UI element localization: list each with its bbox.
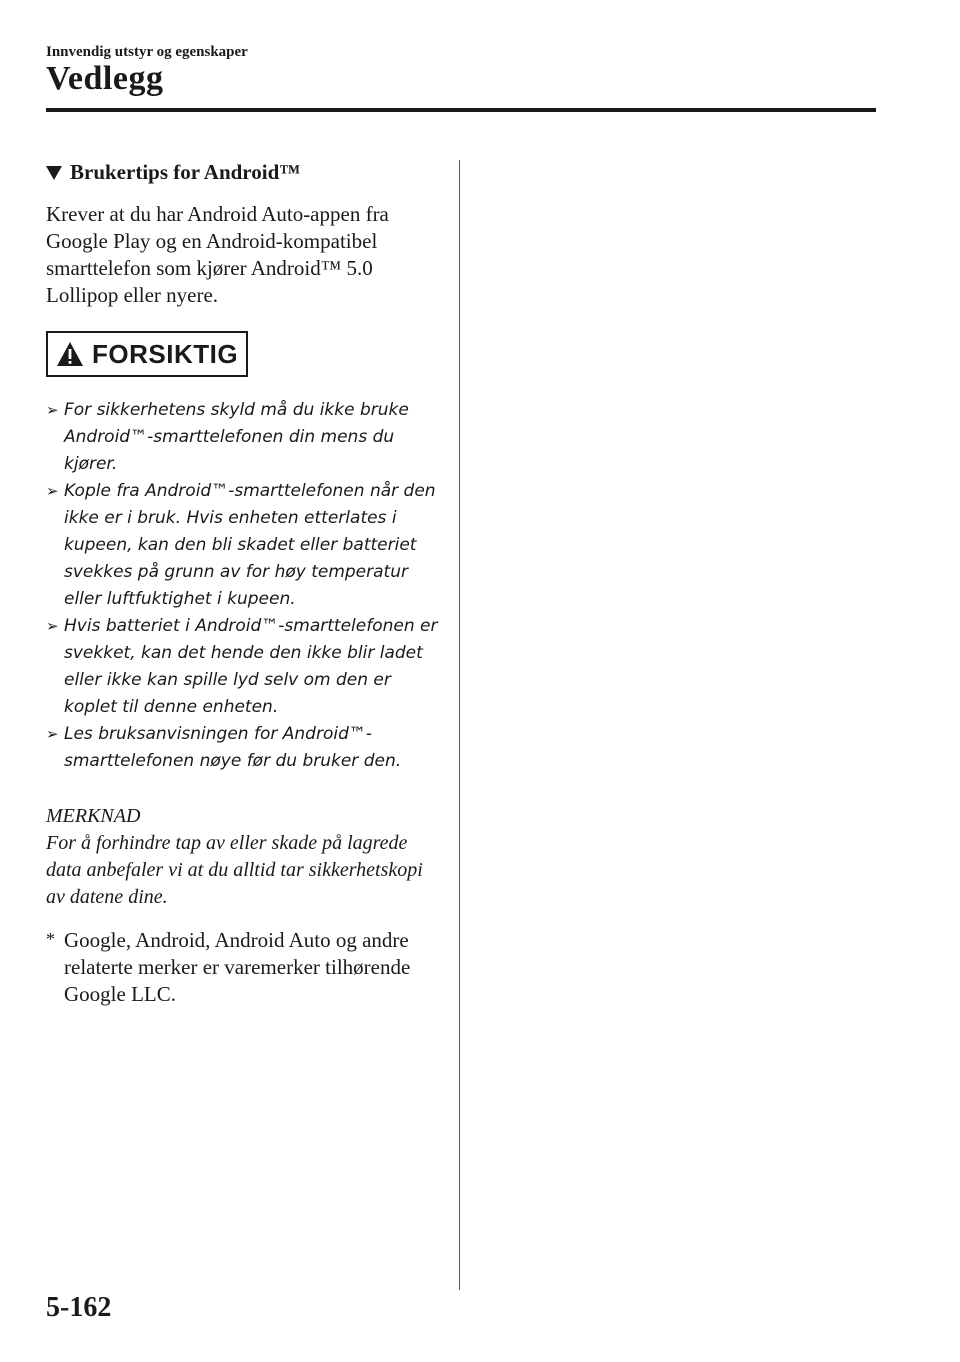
list-item-text: Kople fra Android™-smarttelefonen når den ikke er i bruk. Hvis enheten etterlates i kupeen, kan den bli skadet eller batteriet svekkes på grunn av for høy temperatur eller luftfuktighet i kupeen.	[64, 481, 436, 609]
caution-list	[46, 397, 441, 775]
page-title: Vedlegg	[46, 60, 164, 97]
arrow-bullet-icon: ➢	[46, 617, 59, 635]
list-item	[46, 721, 441, 775]
header-subtitle: Innvendig utstyr og egenskaper	[46, 44, 248, 60]
list-item	[46, 397, 441, 478]
column-divider	[459, 160, 460, 1290]
warning-icon	[56, 341, 84, 367]
list-item	[46, 478, 441, 613]
note-block	[46, 803, 441, 911]
header-rule	[46, 108, 876, 112]
arrow-bullet-icon: ➢	[46, 401, 59, 419]
list-item-text: Les bruksanvisningen for Android™-smarttelefonen nøye før du bruker den.	[64, 724, 402, 771]
triangle-down-icon	[46, 166, 62, 180]
section-heading-text: Brukertips for Android™	[70, 160, 301, 184]
note-text: For å forhindre tap av eller skade på lagrede data anbefaler vi at du alltid tar sikkerhetskopi av datene dine.	[46, 832, 423, 908]
arrow-bullet-icon: ➢	[46, 482, 59, 500]
footnote	[46, 927, 441, 1008]
list-item-text: For sikkerhetens skyld må du ikke bruke Android™-smarttelefonen din mens du kjører.	[64, 400, 409, 474]
list-item-text: Hvis batteriet i Android™-smarttelefonen er svekket, kan det hende den ikke blir ladet eller ikke kan spille lyd selv om den er koplet til denne enheten.	[64, 616, 438, 717]
section-heading	[46, 160, 441, 185]
caution-box	[46, 331, 248, 377]
list-item	[46, 613, 441, 721]
left-column	[46, 160, 441, 1008]
note-heading: MERKNAD	[46, 805, 141, 827]
intro-paragraph: Krever at du har Android Auto-appen fra Google Play og en Android-kompatibel smarttelefon som kjører Android™ 5.0 Lollipop eller nyere.	[46, 202, 389, 307]
arrow-bullet-icon: ➢	[46, 725, 59, 743]
footnote-text: Google, Android, Android Auto og andre relaterte merker er varemerker tilhørende Google LLC.	[64, 928, 411, 1006]
asterisk-icon: *	[46, 929, 55, 949]
caution-label: FORSIKTIG	[92, 338, 239, 369]
page-number: 5-162	[46, 1292, 112, 1323]
